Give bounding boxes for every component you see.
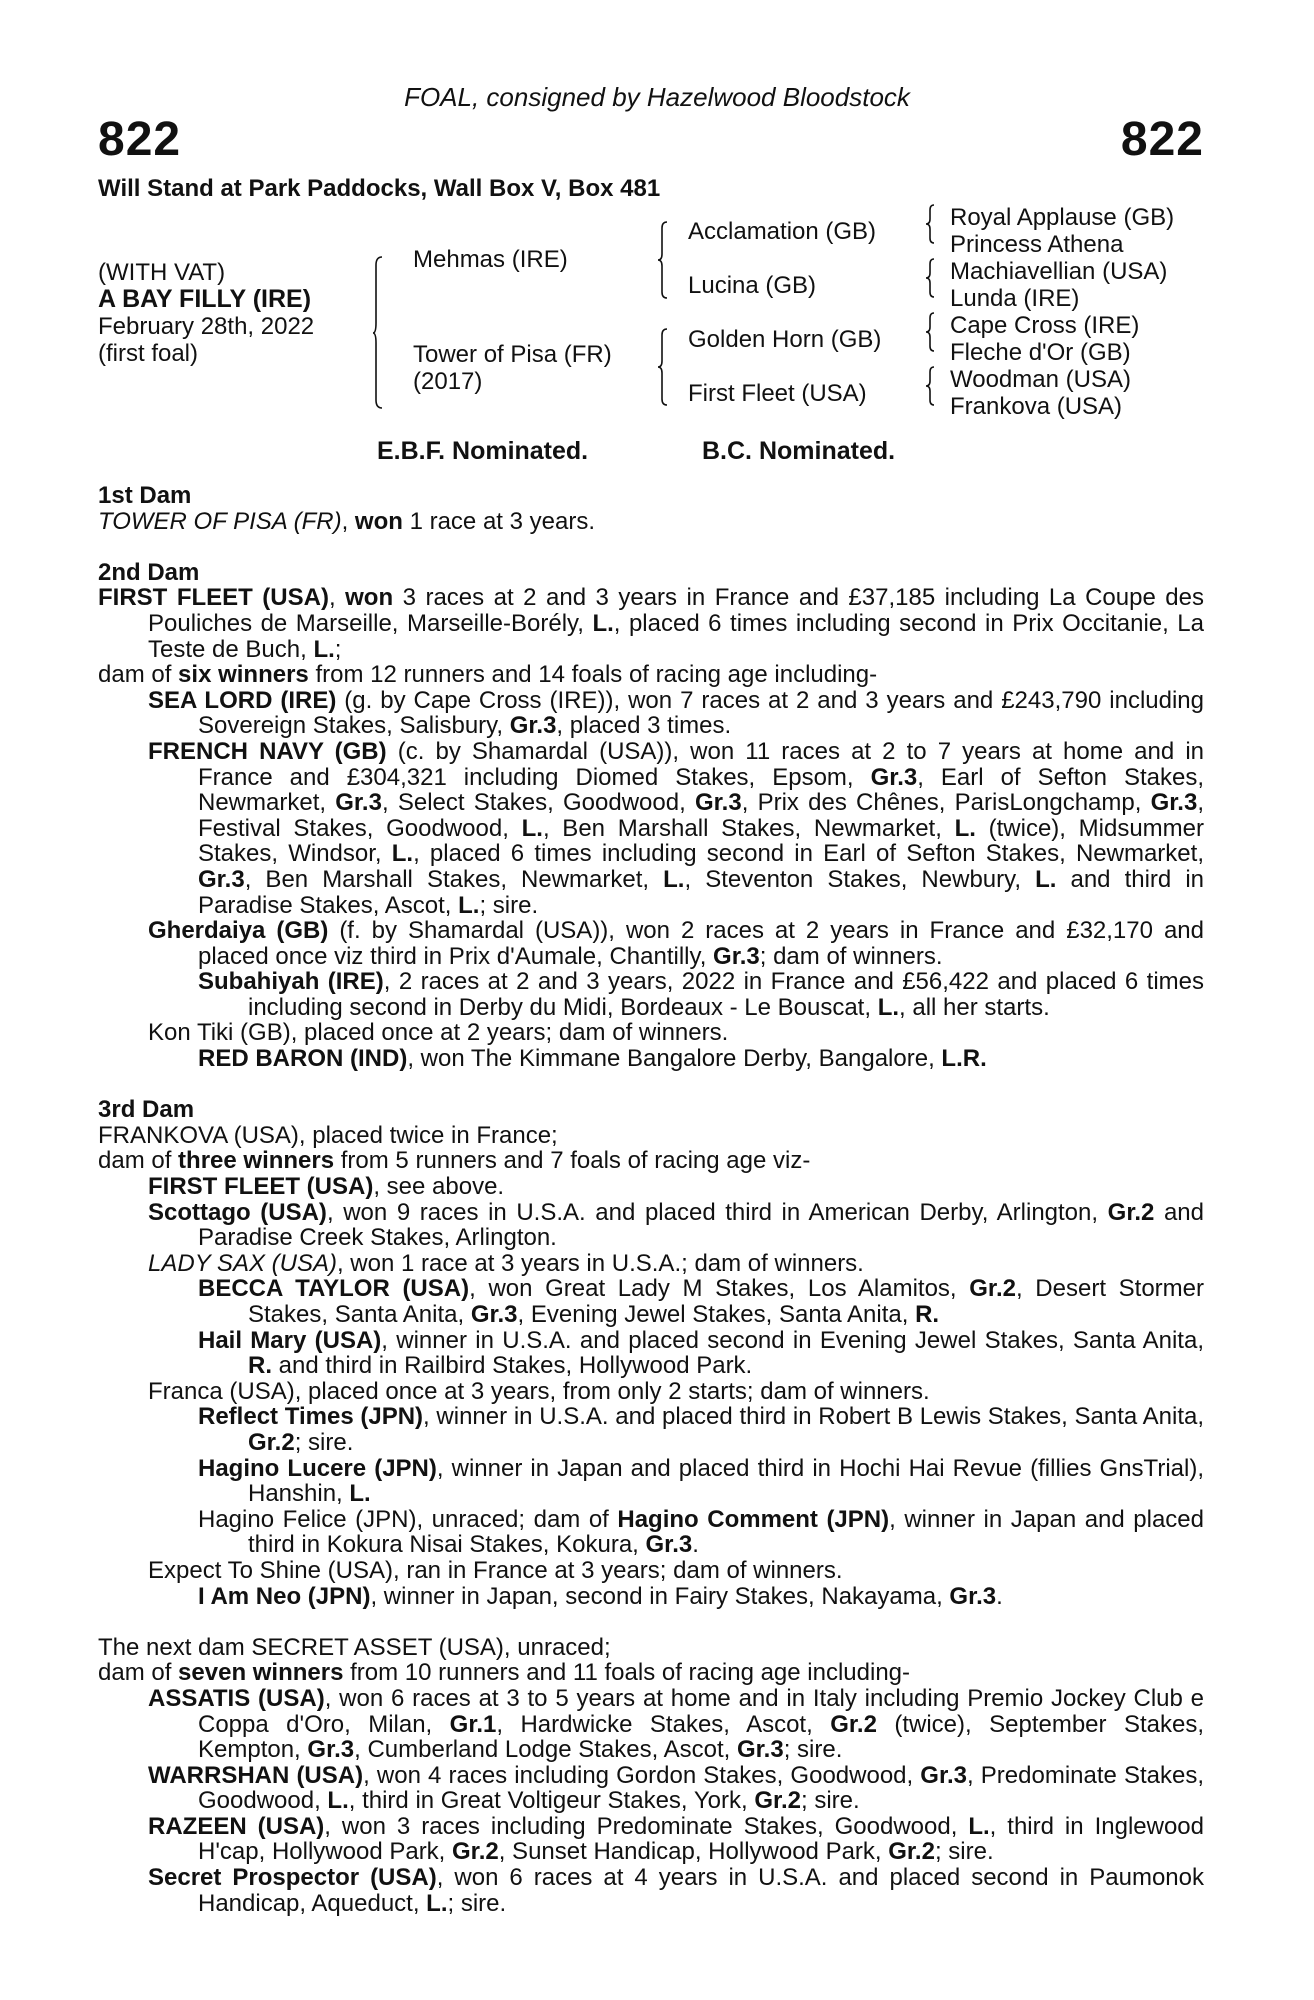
pedigree-gen4-8: Frankova (USA) (950, 393, 1123, 420)
pedigree-dam-year: (2017) (413, 368, 483, 395)
vat-note: (WITH VAT) (98, 259, 226, 286)
produce-scottago: Scottago (USA), won 9 races in U.S.A. and placed third in American Derby, Arlington, Gr.2 and Paradise Creek Stakes, Arlington. (148, 1198, 1205, 1252)
pedigree-brace-4a (925, 203, 937, 245)
pedigree-gen3-1: Acclamation (GB) (688, 218, 877, 245)
third-dam-entry: FRANKOVA (USA), placed twice in France; (98, 1121, 558, 1149)
pedigree-gen4-2: Princess Athena (950, 231, 1124, 258)
first-dam-heading: 1st Dam (98, 482, 192, 509)
pedigree-gen4-7: Woodman (USA) (950, 366, 1131, 393)
ebf-nominated: E.B.F. Nominated. (377, 437, 589, 465)
first-dam-text: TOWER OF PISA (FR), won 1 race at 3 years. (98, 507, 595, 535)
next-dam-produce-summary: dam of seven winners from 10 runners and 11 foals of racing age including- (98, 1659, 911, 1687)
lot-number-left: 822 (98, 113, 182, 166)
stand-location: Will Stand at Park Paddocks, Wall Box V, Box 481 (98, 175, 661, 202)
produce-i-am-neo: I Am Neo (JPN), winner in Japan, second in Fairy Stakes, Nakayama, Gr.3. (198, 1582, 1003, 1610)
pedigree-brace-4b (925, 257, 937, 299)
produce-first-fleet: FIRST FLEET (USA), see above. (148, 1173, 505, 1201)
pedigree-gen3-3: Golden Horn (GB) (688, 326, 882, 353)
pedigree-gen3-4: First Fleet (USA) (688, 380, 867, 407)
third-dam-produce-summary: dam of three winners from 5 runners and 7 foals of racing age viz- (98, 1147, 811, 1175)
pedigree-gen4-3: Machiavellian (USA) (950, 258, 1168, 285)
produce-hagino-felice: Hagino Felice (JPN), unraced; dam of Hagino Comment (JPN), winner in Japan and placed third in Kokura Nisai Stakes, Kokura, Gr.3. (198, 1505, 1204, 1559)
produce-razeen: RAZEEN (USA), won 3 races including Predominate Stakes, Goodwood, L., third in Inglewood H'cap, Hollywood Park, Gr.2, Sunset Handicap, Hollywood Park, Gr.2; sire. (148, 1812, 1204, 1866)
pedigree-gen4-4: Lunda (IRE) (950, 285, 1080, 312)
produce-secret-prospector: Secret Prospector (USA), won 6 races at 4 years in U.S.A. and placed second in Paumonok Handicap, Aqueduct, L.; sire. (148, 1864, 1205, 1917)
produce-warrshan: WARRSHAN (USA), won 4 races including Gordon Stakes, Goodwood, Gr.3, Predominate Stakes, Goodwood, L., third in Great Voltigeur Stakes, York, Gr.2; sire. (148, 1761, 1205, 1815)
produce-gherdaiya: Gherdaiya (GB) (f. by Shamardal (USA)), won 2 races at 2 years in France and £32,170 and placed once viz third in Prix d'Aumale, Chantilly, Gr.3; dam of winners. (148, 917, 1204, 970)
pedigree-dam: Tower of Pisa (FR) (413, 341, 612, 368)
consignor-line: FOAL, consigned by Hazelwood Bloodstock (404, 82, 910, 112)
produce-sea-lord: SEA LORD (IRE) (g. by Cape Cross (IRE)), won 7 races at 2 and 3 years and £243,790 including Sovereign Stakes, Salisbury, Gr.3, placed 3 times. (148, 686, 1204, 740)
pedigree-brace-4c (925, 311, 937, 353)
pedigree-brace-sire (657, 220, 671, 300)
pedigree-brace-gen1 (372, 255, 386, 410)
third-dam-heading: 3rd Dam (98, 1096, 195, 1124)
foal-note: (first foal) (98, 340, 199, 367)
produce-reflect-times: Reflect Times (JPN), winner in U.S.A. and placed third in Robert B Lewis Stakes, Santa Anita, Gr.2; sire. (198, 1403, 1204, 1456)
produce-hagino-lucere: Hagino Lucere (JPN), winner in Japan and placed third in Hochi Hai Revue (fillies GnsTrial), Hanshin, L. (198, 1454, 1204, 1508)
pedigree-gen3-2: Lucina (GB) (688, 272, 817, 299)
bc-nominated: B.C. Nominated. (702, 437, 896, 465)
produce-lady-sax: LADY SAX (USA), won 1 race at 3 years in U.S.A.; dam of winners. (148, 1249, 864, 1277)
catalogue-body (98, 483, 1204, 1916)
pedigree-gen4-1: Royal Applause (GB) (950, 204, 1175, 231)
produce-franca: Franca (USA), placed once at 3 years, from only 2 starts; dam of winners. (148, 1377, 930, 1405)
produce-subahiyah: Subahiyah (IRE), 2 races at 2 and 3 years, 2022 in France and £56,422 and placed 6 times including second in Derby du Midi, Bordeaux - Le Bouscat, L., all her starts. (198, 968, 1205, 1021)
lot-number-right: 822 (1120, 113, 1204, 166)
pedigree-sire: Mehmas (IRE) (413, 246, 568, 273)
pedigree-gen4-5: Cape Cross (IRE) (950, 312, 1140, 339)
produce-red-baron: RED BARON (IND), won The Kimmane Bangalore Derby, Bangalore, L.R. (198, 1045, 987, 1073)
produce-expect-to-shine: Expect To Shine (USA), ran in France at 3 years; dam of winners. (148, 1556, 843, 1584)
pedigree-brace-4d (925, 365, 937, 407)
produce-hail-mary: Hail Mary (USA), winner in U.S.A. and placed second in Evening Jewel Stakes, Santa Anita, R. and third in Railbird Stakes, Hollywood Park. (198, 1326, 1204, 1380)
foaling-date: February 28th, 2022 (98, 313, 315, 340)
second-dam-heading: 2nd Dam (98, 558, 200, 586)
pedigree-brace-dam (657, 327, 671, 407)
next-dam-entry: The next dam SECRET ASSET (USA), unraced; (98, 1633, 611, 1661)
produce-becca-taylor: BECCA TAYLOR (USA), won Great Lady M Stakes, Los Alamitos, Gr.2, Desert Stormer Stakes, Santa Anita, Gr.3, Evening Jewel Stakes, Santa Anita, R. (198, 1275, 1204, 1328)
produce-kon-tiki: Kon Tiki (GB), placed once at 2 years; dam of winners. (148, 1019, 729, 1047)
produce-assatis: ASSATIS (USA), won 6 races at 3 to 5 years at home and in Italy including Premio Jockey Club e Coppa d'Oro, Milan, Gr.1, Hardwicke Stakes, Ascot, Gr.2 (twice), September Stakes, Kempton, Gr.3, Cumberland Lodge Stakes, Ascot, Gr.3; sire. (148, 1684, 1204, 1764)
produce-french-navy: FRENCH NAVY (GB) (c. by Shamardal (USA)), won 11 races at 2 to 7 years at home and in France and £304,321 including Diomed Stakes, Epsom, Gr.3, Earl of Sefton Stakes, Newmarket, Gr.3, Select Stakes, Goodwood, Gr.3, Prix des Chênes, ParisLongchamp, Gr.3, Festival Stakes, Goodwood, L., Ben Marshall Stakes, Newmarket, L. (twice), Midsummer Stakes, Windsor, L., placed 6 times including second in Earl of Sefton Stakes, Newmarket, Gr.3, Ben Marshall Stakes, Newmarket, L., Steventon Stakes, Newbury, L. and third in Paradise Stakes, Ascot, L.; sire. (148, 737, 1205, 919)
second-dam-entry: FIRST FLEET (USA), won 3 races at 2 and 3 years in France and £37,185 including La Coupe des Pouliches de Marseille, Marseille-Borély, L., placed 6 times including second in Prix Occitanie, La Teste de Buch, L.; (98, 584, 1204, 663)
pedigree-gen4-6: Fleche d'Or (GB) (950, 339, 1131, 366)
horse-name: A BAY FILLY (IRE) (98, 285, 312, 313)
second-dam-produce-summary: dam of six winners from 12 runners and 14 foals of racing age including- (98, 661, 878, 689)
